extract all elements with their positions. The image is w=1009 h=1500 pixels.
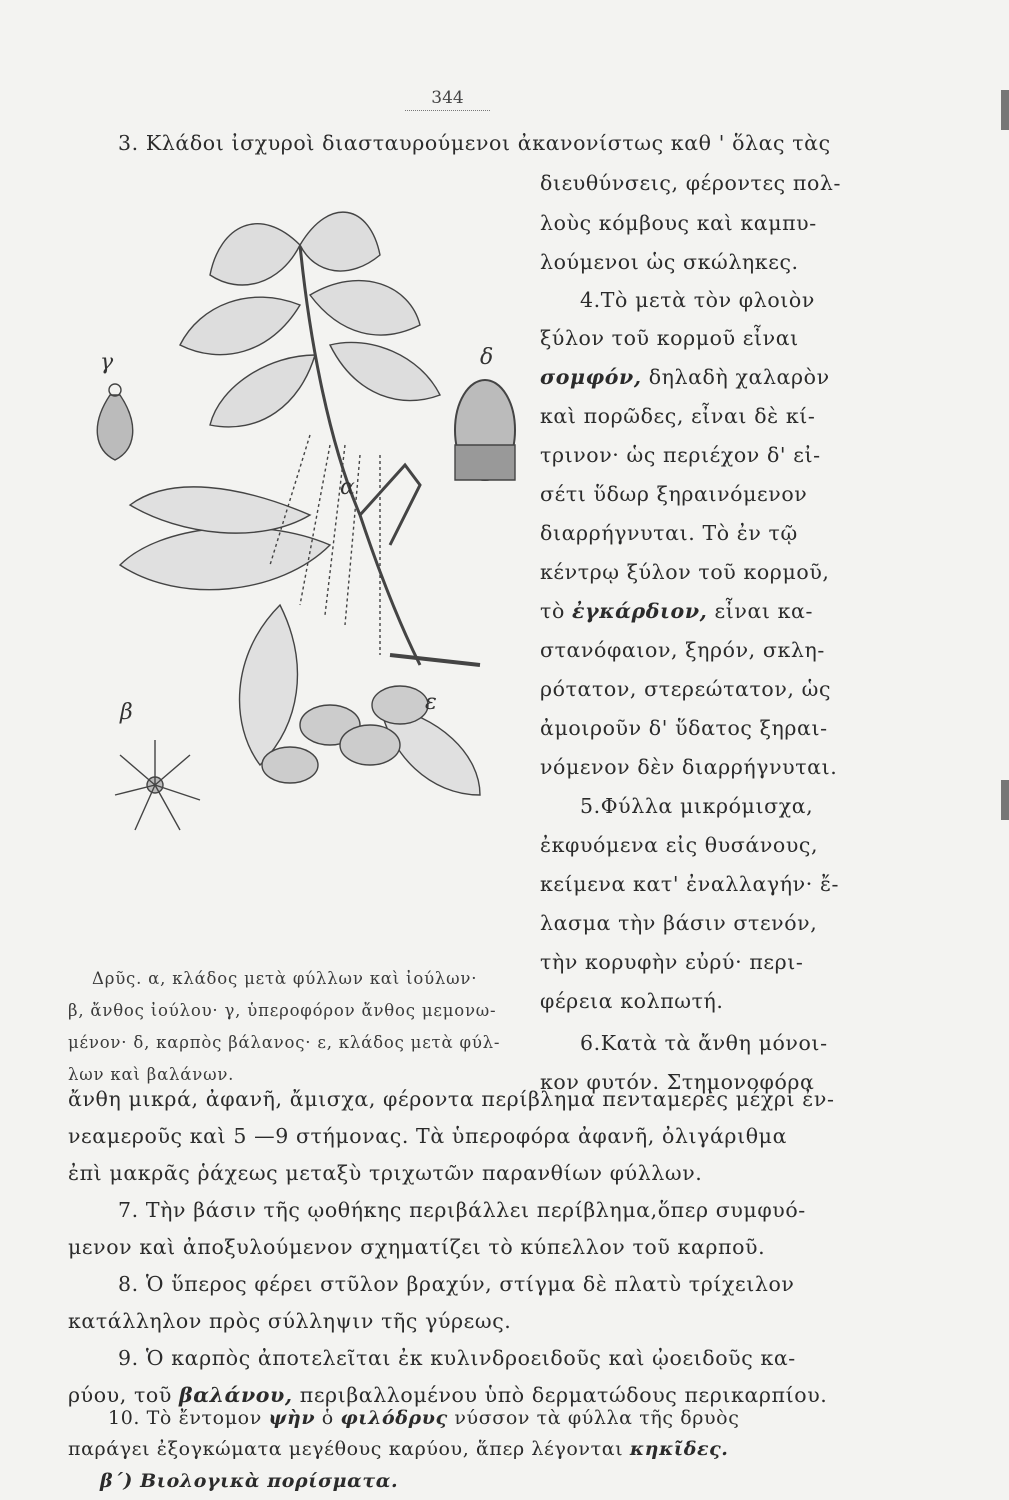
page-number: 344: [405, 88, 490, 111]
para4-line1: 4.Τὸ μετὰ τὸν φλοιὸν: [580, 288, 815, 312]
para4-line3: σομφόν, δηλαδὴ χαλαρὸν: [540, 365, 830, 389]
para7-line1: 7. Τὴν βάσιν τῆς ῳοθήκης περιβάλλει περίβλημα,ὅπερ συμφυό-: [118, 1198, 806, 1222]
para6-line5: ἐπὶ μακρᾶς ῥάχεως μεταξὺ τριχωτῶν παρανθίων φύλλων.: [68, 1161, 703, 1185]
term-kikides: κηκῖδες.: [629, 1438, 729, 1460]
margin-scan-mark: [1001, 90, 1009, 130]
para5-line6: φέρεια κολπωτή.: [540, 989, 724, 1013]
para9-line1: 9. Ὁ καρπὸς ἀποτελεῖται ἐκ κυλινδροειδοῦς καὶ ᾠοειδοῦς κα-: [118, 1346, 796, 1370]
term-filodrys: φιλόδρυς: [340, 1407, 448, 1429]
para6-line3: ἄνθη μικρά, ἀφανῆ, ἄμισχα, φέροντα περίβλημα πενταμερὲς μέχρι ἐν-: [68, 1087, 835, 1111]
figure-letter-epsilon: ε: [425, 690, 437, 715]
para5-line2: ἐκφυόμενα εἰς θυσάνους,: [540, 833, 819, 857]
para4-line13: νόμενον δὲν διαρρήγνυται.: [540, 755, 838, 779]
caption-line1: Δρῦς. α, κλάδος μετὰ φύλλων καὶ ἰούλων·: [92, 969, 478, 988]
para4-line9: τὸ ἐγκάρδιον, εἶναι κα-: [540, 599, 814, 623]
figure-letter-gamma: γ: [100, 350, 114, 375]
para9-line2: ρύου, τοῦ βαλάνου, περιβαλλομένου ὑπὸ δερματώδους περικαρπίου.: [68, 1383, 828, 1407]
figure-letter-delta: δ: [480, 345, 494, 370]
para8-line2: κατάλληλον πρὸς σύλληψιν τῆς γύρεως.: [68, 1309, 512, 1333]
para4-line12: ἀμοιροῦν δ' ὕδατος ξηραι-: [540, 716, 828, 740]
para3-line1: 3. Κλάδοι ἰσχυροὶ διασταυρούμενοι ἀκανονίστως καθ ' ὅλας τὰς: [118, 131, 831, 155]
para5-line3: κείμενα κατ' ἐναλλαγήν· ἔ-: [540, 872, 840, 896]
para4-line6: σέτι ὕδωρ ξηραινόμενον: [540, 482, 808, 506]
section-heading: β΄) Βιολογικὰ πορίσματα.: [100, 1470, 399, 1492]
figure-letter-alpha: α: [340, 475, 355, 500]
margin-scan-mark: [1001, 780, 1009, 820]
term-somfon: σομφόν,: [540, 365, 642, 389]
para3-line2: διευθύνσεις, φέροντες πολ-: [540, 171, 842, 195]
term-psin: ψὴν: [268, 1407, 316, 1429]
caption-line2: β, ἄνθος ἰούλου· γ, ὑπεροφόρον ἄνθος μεμονω-: [68, 1001, 497, 1020]
para4-line4: καὶ πορῶδες, εἶναι δὲ κί-: [540, 404, 816, 428]
para7-line2: μενον καὶ ἀποξυλούμενον σχηματίζει τὸ κύπελλον τοῦ καρποῦ.: [68, 1235, 766, 1259]
oak-branch-illustration: [60, 185, 540, 865]
figure-letter-beta: β: [120, 700, 133, 725]
para5-line4: λασμα τὴν βάσιν στενόν,: [540, 911, 818, 935]
para6-line2: κον φυτόν. Στημονοφόρα: [540, 1070, 815, 1094]
para4-line8: κέντρῳ ξύλον τοῦ κορμοῦ,: [540, 560, 830, 584]
term-egkardion: ἐγκάρδιον,: [572, 599, 708, 623]
caption-line3: μένον· δ, καρπὸς βάλανος· ε, κλάδος μετὰ φύλ-: [68, 1033, 501, 1052]
para8-line1: 8. Ὁ ὕπερος φέρει στῦλον βραχύν, στίγμα δὲ πλατὺ τρίχειλον: [118, 1272, 795, 1296]
para4-line2: ξύλον τοῦ κορμοῦ εἶναι: [540, 326, 799, 350]
para5-line5: τὴν κορυφὴν εὐρύ· περι-: [540, 950, 804, 974]
para5-line1: 5.Φύλλα μικρόμισχα,: [580, 794, 814, 818]
term-balanou: βαλάνου,: [179, 1383, 293, 1407]
caption-line4: λων καὶ βαλάνων.: [68, 1065, 235, 1084]
oak-drawing: [60, 185, 540, 865]
para3-line3: λοὺς κόμβους καὶ καμπυ-: [540, 211, 817, 235]
para10-line1: 10. Τὸ ἔντομον ψὴν ὁ φιλόδρυς νύσσον τὰ φύλλα τῆς δρυὸς: [108, 1407, 740, 1429]
para4-line5: τρινον· ὡς περιέχον δ' εἰ-: [540, 443, 821, 467]
para4-line7: διαρρήγνυται. Τὸ ἐν τῷ: [540, 521, 798, 545]
para6-line4: νεαμεροῦς καὶ 5 —9 στήμονας. Τὰ ὑπεροφόρα ἀφανῆ, ὀλιγάριθμα: [68, 1124, 788, 1148]
para10-line2: παράγει ἐξογκώματα μεγέθους καρύου, ἅπερ λέγονται κηκῖδες.: [68, 1438, 729, 1460]
para6-line1: 6.Κατὰ τὰ ἄνθη μόνοι-: [580, 1031, 828, 1055]
para4-line10: στανόφαιον, ξηρόν, σκλη-: [540, 638, 825, 662]
para4-line11: ρότατον, στερεώτατον, ὡς: [540, 677, 832, 701]
para3-line4: λούμενοι ὡς σκώληκες.: [540, 250, 799, 274]
